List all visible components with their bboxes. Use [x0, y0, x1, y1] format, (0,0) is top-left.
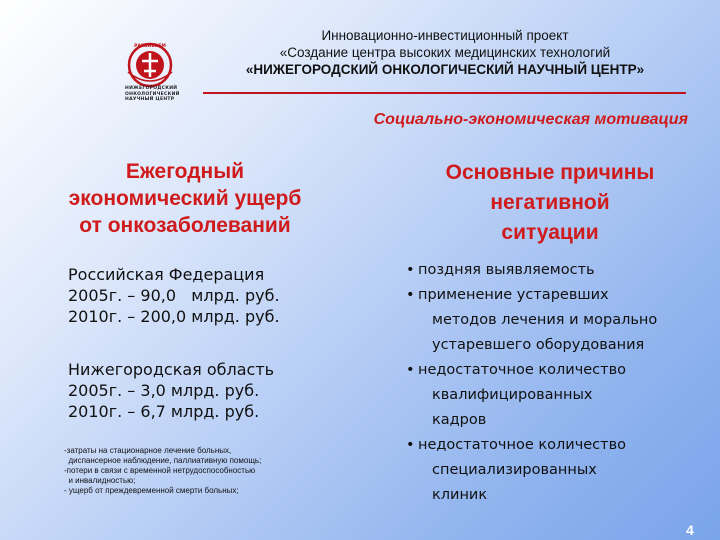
nizhny-2010: 2010г. – 6,7 млрд. руб. [68, 402, 260, 421]
note-line-1: -затраты на стационарное лечение больных, [64, 446, 232, 455]
header-line-1: Инновационно-инвестиционный проект [321, 28, 569, 43]
page-number: 4 [686, 522, 694, 538]
russia-label: Российская Федерация [68, 265, 265, 284]
bullet-continuation: кадров [432, 412, 487, 428]
bullet-icon: • [406, 287, 415, 303]
left-title-line-2: экономический ущерб [68, 187, 302, 210]
note-line-2: диспансерное наблюдение, паллиативную помощь; [64, 456, 262, 465]
logo-line-2: ОНКОЛОГИЧЕСКИЙ [125, 91, 180, 97]
list-item [406, 358, 706, 433]
left-title-line-1: Ежегодный [125, 160, 245, 183]
slide-subtitle: Социально-экономическая мотивация [373, 111, 688, 128]
list-item [406, 283, 706, 358]
left-title-line-3: от онкозаболеваний [79, 214, 291, 237]
causes-list [406, 258, 706, 508]
note-line-4: и инвалидностью; [64, 476, 136, 485]
bullet-icon: • [406, 262, 415, 278]
header-line-2: «Создание центра высоких медицинских технологий [279, 45, 611, 60]
nizhny-damage-block [68, 359, 274, 422]
list-item [406, 258, 706, 283]
bullet-continuation: методов лечения и морально [432, 312, 658, 328]
right-title-line-2: негативной [490, 191, 610, 214]
bullet-icon: • [406, 437, 415, 453]
logo-line-1: НИЖЕГОРОДСКИЙ [125, 86, 178, 91]
bullet-continuation: устаревшего оборудования [432, 337, 645, 353]
bullet-text: недостаточное количество [418, 437, 627, 453]
logo-caption [125, 86, 185, 103]
header-line-3: «НИЖЕГОРОДСКИЙ ОНКОЛОГИЧЕСКИЙ НАУЧНЫЙ ЦЕНТР» [245, 62, 645, 77]
logo-line-3: НАУЧНЫЙ ЦЕНТР [125, 97, 175, 102]
right-title-line-1: Основные причины [445, 161, 655, 184]
bullet-continuation: клиник [432, 487, 488, 503]
bullet-continuation: специализированных [432, 462, 597, 478]
bullet-text: применение устаревших [418, 287, 609, 303]
note-line-5: - ущерб от преждевременной смерти больных; [64, 486, 239, 495]
project-header [200, 27, 690, 78]
list-item [406, 433, 706, 508]
logo-top-text: РАЗВИВАЕМ [134, 44, 166, 49]
right-column-title [420, 158, 680, 248]
nizhny-label: Нижегородская область [68, 360, 275, 379]
note-line-3: -потери в связи с временной нетрудоспособностью [64, 466, 256, 475]
damage-notes [64, 446, 354, 496]
russia-damage-block [68, 264, 280, 327]
russia-2005: 2005г. – 90,0 млрд. руб. [68, 286, 280, 305]
bullet-text: недостаточное количество [418, 362, 627, 378]
bullet-icon: • [406, 362, 415, 378]
header-divider [203, 92, 686, 94]
russia-2010: 2010г. – 200,0 млрд. руб. [68, 307, 280, 326]
nizhny-2005: 2005г. – 3,0 млрд. руб. [68, 381, 260, 400]
right-title-line-3: ситуации [501, 221, 599, 244]
bullet-continuation: квалифицированных [432, 387, 593, 403]
left-column-title [40, 158, 330, 239]
bullet-text: поздняя выявляемость [418, 262, 595, 278]
